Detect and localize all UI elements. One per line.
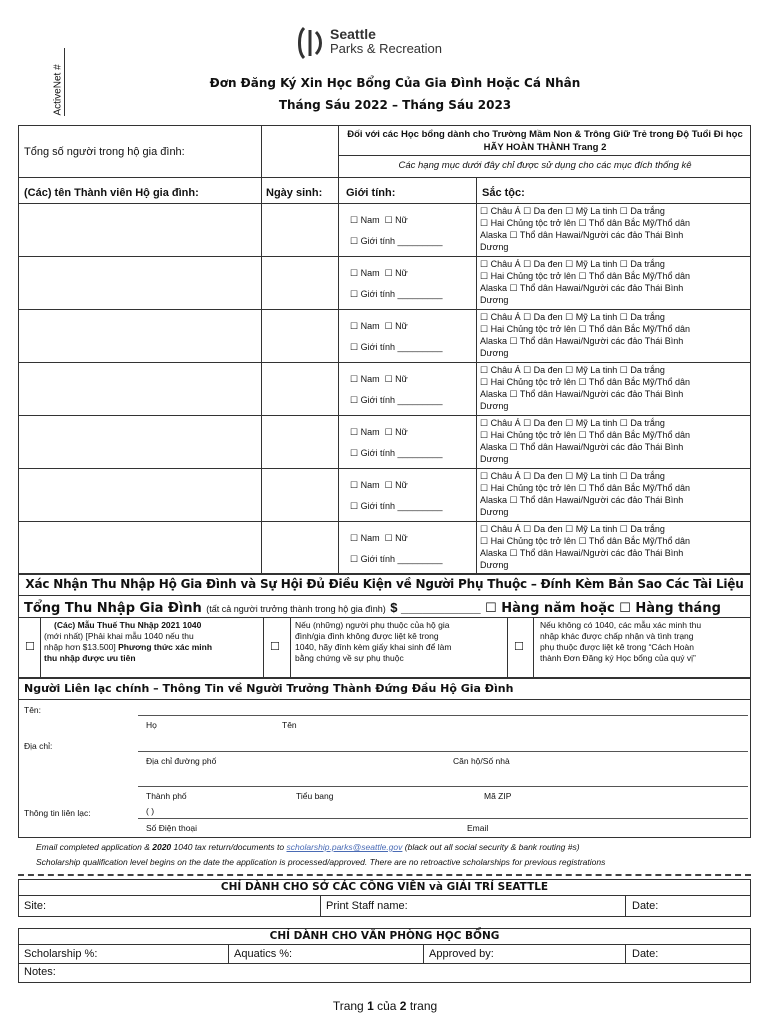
dashed-divider	[18, 874, 751, 876]
office-date-field[interactable]: Date:	[632, 948, 659, 960]
gender-options-2[interactable]: ☐ Nam ☐ Nữ	[350, 268, 408, 278]
gender-options-3[interactable]: ☐ Nam ☐ Nữ	[350, 321, 408, 331]
print-staff-field[interactable]: Print Staff name:	[326, 900, 408, 912]
stats-note: Các hạng mục dưới đây chỉ được sử dụng cho các mục đích thống kê	[398, 160, 692, 171]
form-title: Đơn Đăng Ký Xin Học Bổng Của Gia Đình Hoặc Cá Nhân Tháng Sáu 2022 – Tháng Sáu 2023	[209, 76, 581, 112]
col-gender: Giới tính:	[346, 187, 396, 199]
address-label: Địa chỉ:	[24, 741, 53, 751]
col-race: Sắc tộc:	[482, 187, 525, 199]
name-label: Tên:	[24, 705, 42, 715]
scholarship-email-link[interactable]: scholarship.parks@seattle.gov	[286, 842, 403, 852]
gender-options-6[interactable]: ☐ Nam ☐ Nữ	[350, 480, 408, 490]
contact-info-label: Thông tin liên lạc:	[24, 808, 91, 818]
instructions: Email completed application & 2020 1040 tax return/documents to scholarship.parks@seattle.gov (black out all social security & bank routing #s) Scholarship qualification level begins on the date the application is processed/approved. There are no retroactive scholarships for previous registrations	[36, 842, 606, 867]
site-field[interactable]: Site:	[24, 900, 47, 912]
staff-heading: CHỈ DÀNH CHO SỞ CÁC CÔNG VIÊN và GIẢI TRÍ SEATTLE	[220, 881, 549, 893]
phone-caption: Số Điện thoại	[146, 823, 198, 833]
col-dob: Ngày sinh:	[266, 187, 323, 199]
race-options-3[interactable]: ☐ Châu Á ☐ Da đen ☐ Mỹ La tinh ☐ Da trắng ☐ Hai Chủng tộc trở lên ☐ Thổ dân Bắc Mỹ/Thổ dân Alaska ☐ Thổ dân Hawai/Người các đảo Thái Bình Dương	[480, 312, 690, 358]
notes-field[interactable]: Notes:	[24, 966, 56, 978]
race-options-1[interactable]: ☐ Châu Á ☐ Da đen ☐ Mỹ La tinh ☐ Da trắng ☐ Hai Chủng tộc trở lên ☐ Thổ dân Bắc Mỹ/Thổ dân Alaska ☐ Thổ dân Hawai/Người các đảo Thái Bình Dương	[480, 206, 690, 252]
seattle-logo-icon	[296, 26, 326, 60]
race-options-4[interactable]: ☐ Châu Á ☐ Da đen ☐ Mỹ La tinh ☐ Da trắng ☐ Hai Chủng tộc trở lên ☐ Thổ dân Bắc Mỹ/Thổ dân Alaska ☐ Thổ dân Hawai/Người các đảo Thái Bình Dương	[480, 365, 690, 411]
monthly-checkbox[interactable]: ☐ Hàng tháng	[619, 601, 721, 616]
income-amount-field[interactable]: $ ___________	[390, 600, 481, 615]
apt-caption: Căn hộ/Số nhà	[453, 756, 510, 766]
option1-text: (Các) Mẫu Thuế Thu Nhập 2021 1040 (mới nhất) [Phải khai mẫu 1040 nếu thu nhập hơn $13.500] Phương thức xác minh thu nhập được ưu tiên	[44, 620, 213, 663]
option3-checkbox[interactable]: ☐	[514, 640, 524, 653]
last-name-caption: Họ	[146, 720, 157, 730]
gender-other-1[interactable]: ☐ Giới tính _________	[350, 236, 443, 246]
street-field[interactable]	[138, 751, 748, 752]
approved-by-field[interactable]: Approved by:	[429, 948, 494, 960]
total-income-row: Tổng Thu Nhập Gia Đình (tất cả người trưởng thành trong hộ gia đình) $ ___________ ☐ Hàng năm hoặc ☐ Hàng tháng	[24, 600, 721, 616]
gender-other-2[interactable]: ☐ Giới tính _________	[350, 289, 443, 299]
aquatics-percent-field[interactable]: Aquatics %:	[234, 948, 293, 960]
gender-other-6[interactable]: ☐ Giới tính _________	[350, 501, 443, 511]
col-names: (Các) tên Thành viên Hộ gia đình:	[24, 187, 199, 199]
gender-options-1[interactable]: ☐ Nam ☐ Nữ	[350, 215, 408, 225]
race-options-6[interactable]: ☐ Châu Á ☐ Da đen ☐ Mỹ La tinh ☐ Da trắng ☐ Hai Chủng tộc trở lên ☐ Thổ dân Bắc Mỹ/Thổ dân Alaska ☐ Thổ dân Hawai/Người các đảo Thái Bình Dương	[480, 471, 690, 517]
gender-options-7[interactable]: ☐ Nam ☐ Nữ	[350, 533, 408, 543]
name-field[interactable]	[138, 715, 748, 716]
option1-checkbox[interactable]: ☐	[25, 640, 35, 653]
page-footer: Trang 1 của 2 trang	[332, 999, 438, 1013]
option2-text: Nếu (những) người phụ thuộc của hộ gia đình/gia đình không được liệt kê trong 1040, hãy đính kèm giấy khai sinh để làm bằng chứng về sự phụ thuộc	[295, 620, 452, 663]
phone-email-field[interactable]	[138, 818, 748, 819]
scholarship-percent-field[interactable]: Scholarship %:	[24, 948, 98, 960]
gender-options-5[interactable]: ☐ Nam ☐ Nữ	[350, 427, 408, 437]
city-caption: Thành phố	[146, 791, 187, 801]
preschool-note: Đối với các Học bổng dành cho Trường Mầm Non & Trông Giữ Trẻ trong Độ Tuổi Đi học HÃY HOÀN THÀNH Trang 2	[347, 129, 743, 153]
street-caption: Địa chỉ đường phố	[146, 756, 217, 766]
office-heading: CHỈ DÀNH CHO VĂN PHÒNG HỌC BỔNG	[269, 930, 500, 942]
race-options-2[interactable]: ☐ Châu Á ☐ Da đen ☐ Mỹ La tinh ☐ Da trắng ☐ Hai Chủng tộc trở lên ☐ Thổ dân Bắc Mỹ/Thổ dân Alaska ☐ Thổ dân Hawai/Người các đảo Thái Bình Dương	[480, 259, 690, 305]
gender-other-4[interactable]: ☐ Giới tính _________	[350, 395, 443, 405]
total-people-label: Tổng số người trong hộ gia đình:	[24, 146, 185, 158]
email-caption: Email	[467, 823, 489, 833]
gender-other-5[interactable]: ☐ Giới tính _________	[350, 448, 443, 458]
option3-text: Nếu không có 1040, các mẫu xác minh thu nhập khác được chấp nhận và tình trạng phụ thuộc được liệt kê trong “Cách Hoàn thành Đơn Đăng ký Học bổng của quý vị”	[540, 620, 702, 663]
city-field[interactable]	[138, 786, 748, 787]
annual-checkbox[interactable]: ☐ Hàng năm hoặc	[485, 601, 615, 616]
first-name-caption: Tên	[282, 720, 297, 730]
race-options-5[interactable]: ☐ Châu Á ☐ Da đen ☐ Mỹ La tinh ☐ Da trắng ☐ Hai Chủng tộc trở lên ☐ Thổ dân Bắc Mỹ/Thổ dân Alaska ☐ Thổ dân Hawai/Người các đảo Thái Bình Dương	[480, 418, 690, 464]
state-caption: Tiểu bang	[296, 791, 334, 801]
contact-heading: Người Liên lạc chính – Thông Tin về Người Trưởng Thành Đứng Đầu Hộ Gia Đình	[24, 682, 514, 695]
phone-area-code[interactable]: ( )	[146, 806, 155, 816]
activenet-label: ActiveNet #	[50, 48, 65, 116]
contact-section	[18, 678, 751, 838]
gender-other-7[interactable]: ☐ Giới tính _________	[350, 554, 443, 564]
option2-checkbox[interactable]: ☐	[270, 640, 280, 653]
seattle-logo: Seattle Parks & Recreation	[296, 26, 466, 62]
zip-caption: Mã ZIP	[484, 791, 512, 801]
gender-options-4[interactable]: ☐ Nam ☐ Nữ	[350, 374, 408, 384]
gender-other-3[interactable]: ☐ Giới tính _________	[350, 342, 443, 352]
race-options-7[interactable]: ☐ Châu Á ☐ Da đen ☐ Mỹ La tinh ☐ Da trắng ☐ Hai Chủng tộc trở lên ☐ Thổ dân Bắc Mỹ/Thổ dân Alaska ☐ Thổ dân Hawai/Người các đảo Thái Bình Dương	[480, 524, 690, 570]
income-heading: Xác Nhận Thu Nhập Hộ Gia Đình và Sự Hội Đủ Điều Kiện về Người Phụ Thuộc – Đính Kèm Bản Sao Các Tài Liệu	[25, 577, 744, 591]
staff-date-field[interactable]: Date:	[632, 900, 659, 912]
